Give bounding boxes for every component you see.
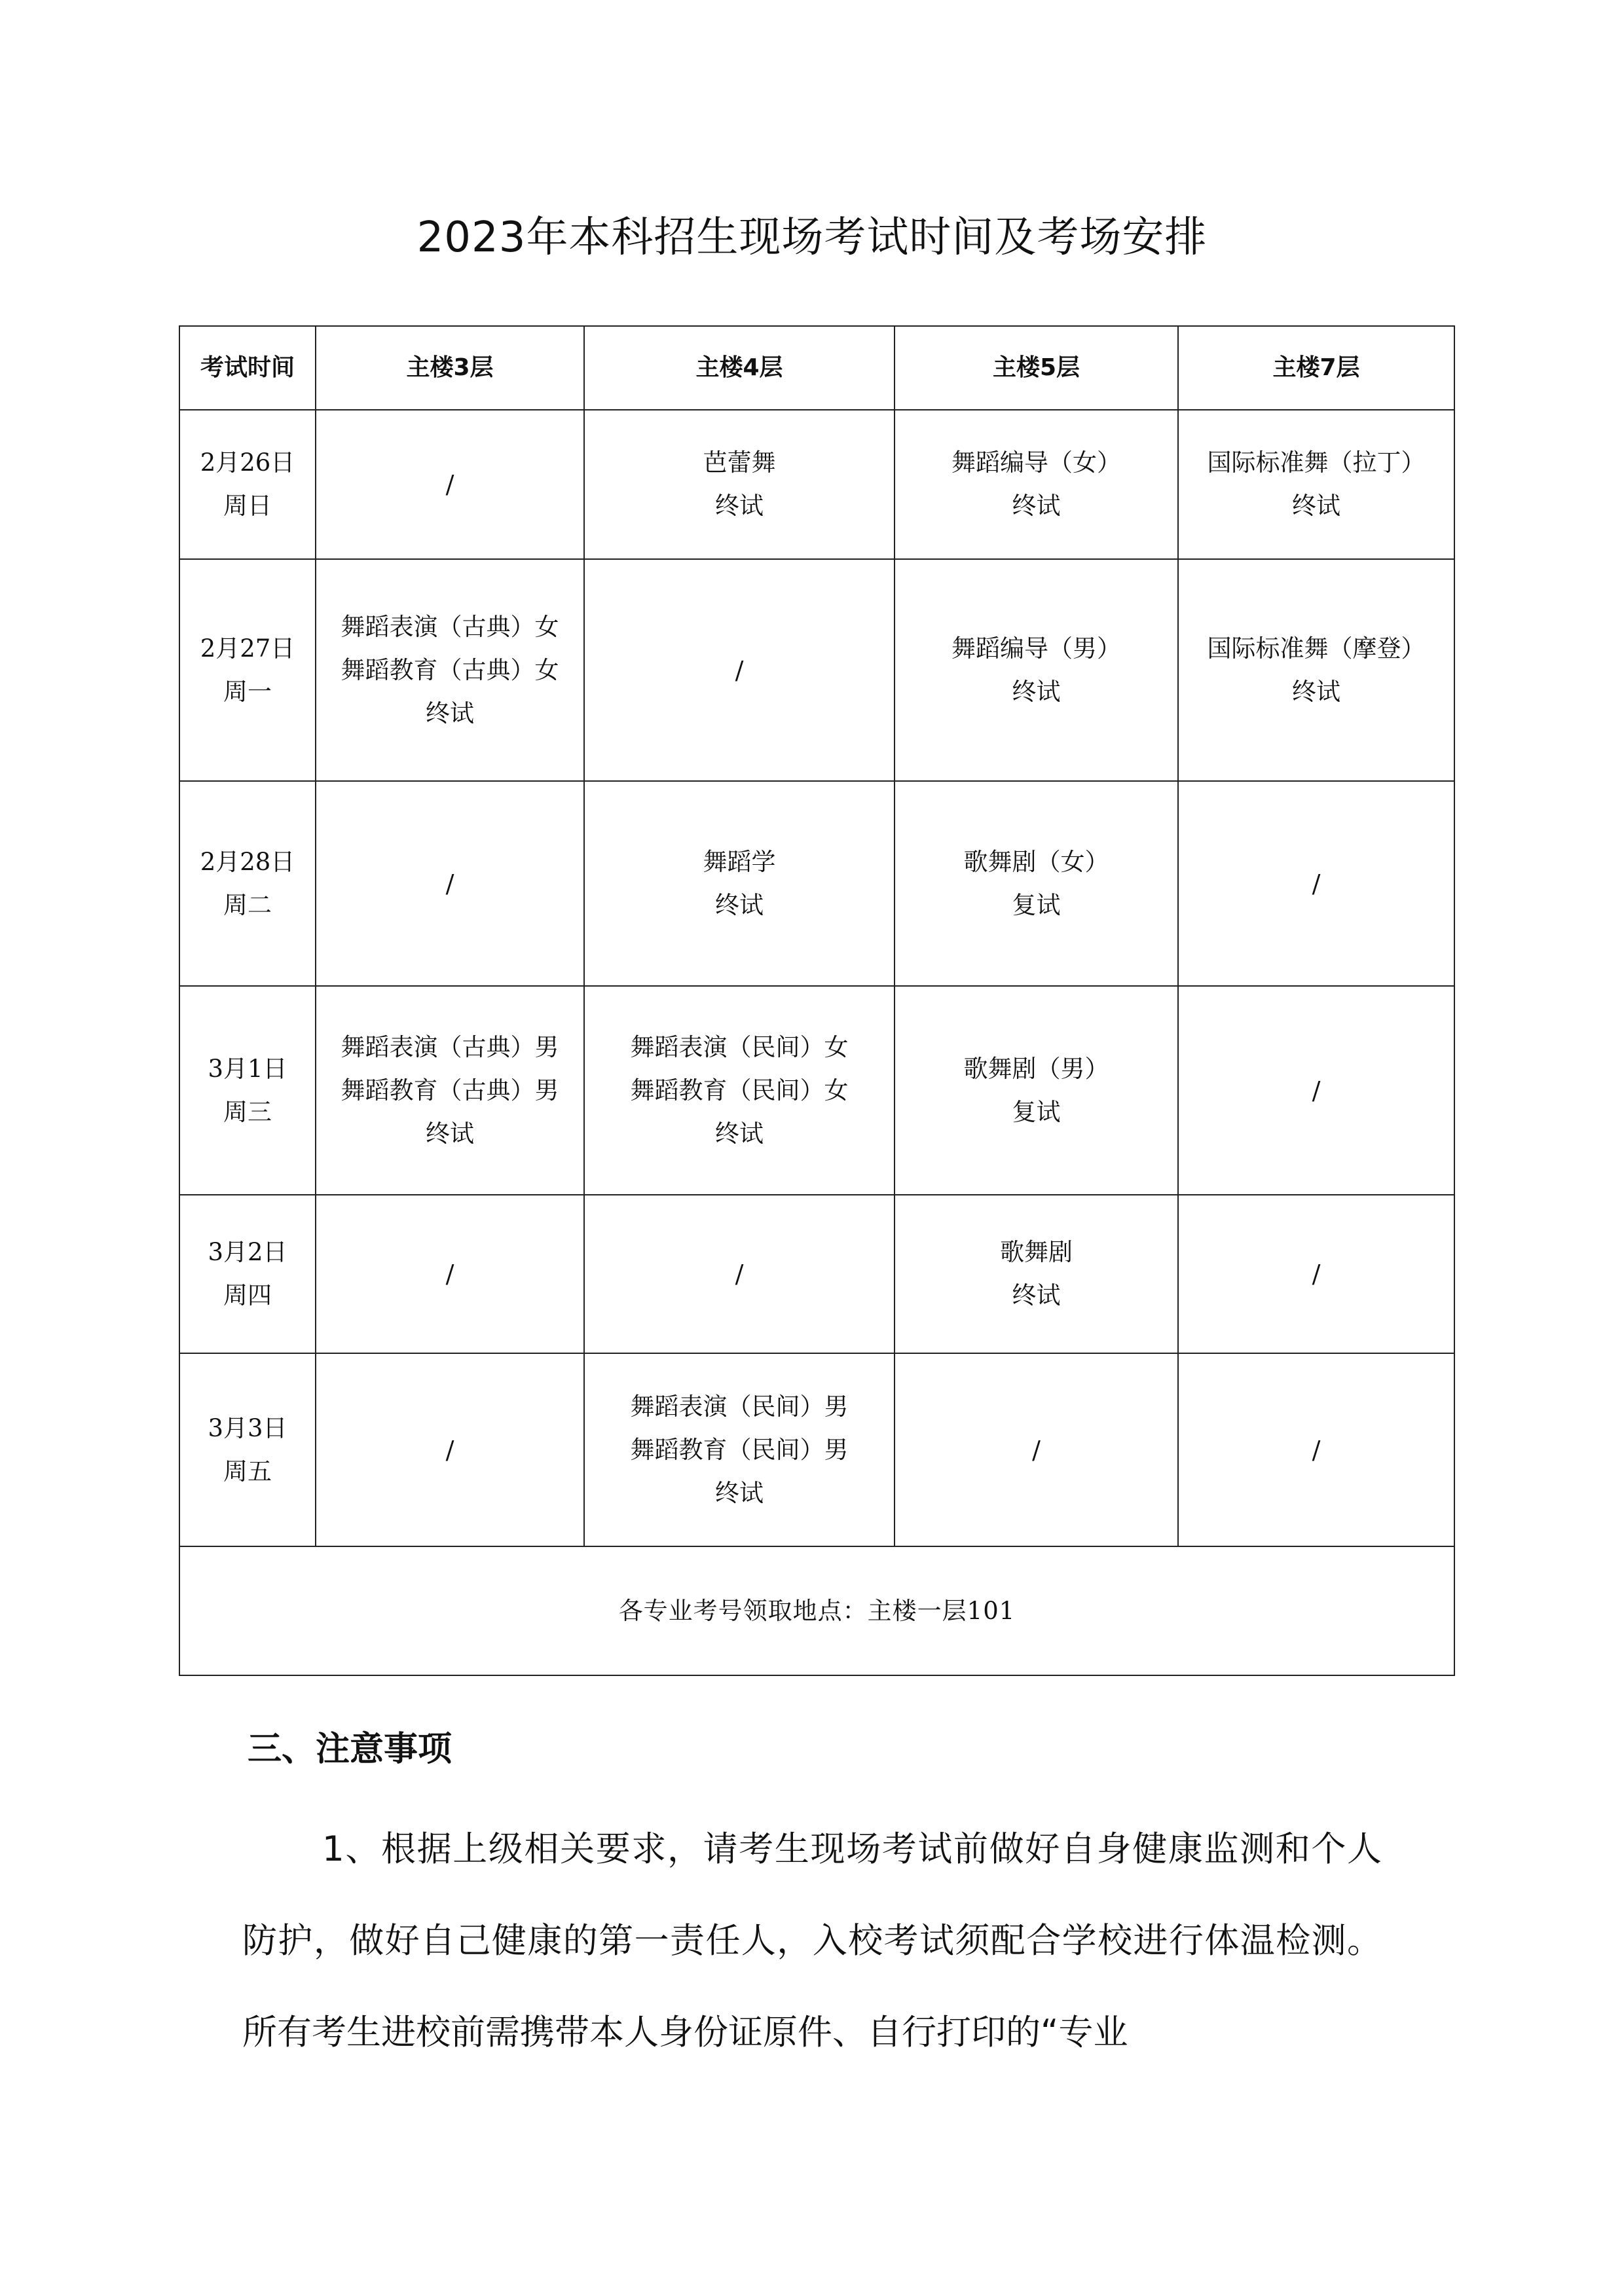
- schedule-cell-floor-4: [584, 1353, 895, 1546]
- schedule-cell-line: 终试: [426, 1119, 474, 1148]
- empty-slot-mark: /: [445, 470, 454, 499]
- schedule-cell-line: 终试: [1292, 677, 1340, 706]
- schedule-cell-floor-5: [895, 1353, 1178, 1546]
- empty-slot-mark: /: [445, 869, 454, 898]
- exam-date: 2月26日: [200, 448, 295, 477]
- header-exam-time: 考试时间: [179, 326, 316, 410]
- header-floor-5: 主楼5层: [895, 326, 1178, 410]
- schedule-cell-floor-5: [895, 1195, 1178, 1353]
- exam-date-cell: [179, 559, 316, 781]
- schedule-cell-floor-4: [584, 559, 895, 781]
- empty-slot-mark: /: [445, 1435, 454, 1465]
- exam-date: 3月2日: [208, 1238, 287, 1266]
- exam-weekday: 周四: [223, 1281, 272, 1309]
- empty-slot-mark: /: [445, 1260, 454, 1288]
- page-title: 2023年本科招生现场考试时间及考场安排: [416, 213, 1208, 262]
- header-floor-3: 主楼3层: [316, 326, 584, 410]
- exam-date: 3月1日: [208, 1054, 287, 1083]
- table-row: [179, 410, 1454, 559]
- schedule-cell-line: 终试: [715, 1119, 764, 1148]
- table-footer-row: [179, 1546, 1454, 1675]
- empty-slot-mark: /: [1032, 1435, 1041, 1465]
- schedule-cell-line: 终试: [1292, 492, 1340, 520]
- schedule-cell-line: 舞蹈编导（女）: [951, 448, 1121, 477]
- schedule-cell-line: 国际标准舞（摩登）: [1207, 634, 1426, 663]
- exam-weekday: 周日: [223, 492, 272, 520]
- schedule-cell-line: 国际标准舞（拉丁）: [1207, 448, 1426, 477]
- empty-slot-mark: /: [1312, 1076, 1321, 1105]
- exam-date: 2月28日: [200, 847, 295, 876]
- schedule-cell-floor-7: [1178, 986, 1454, 1195]
- schedule-cell-line: 终试: [1012, 492, 1061, 520]
- schedule-cell-floor-4: [584, 781, 895, 986]
- table-row: [179, 1353, 1454, 1546]
- table-row: [179, 781, 1454, 986]
- schedule-cell-floor-7: [1178, 1195, 1454, 1353]
- exam-schedule-table: [179, 325, 1455, 1676]
- schedule-cell-line: 终试: [715, 492, 764, 520]
- schedule-cell-line: 舞蹈表演（古典）男: [341, 1032, 559, 1061]
- schedule-cell-line: 歌舞剧（女）: [963, 847, 1109, 876]
- schedule-cell-floor-3: [316, 410, 584, 559]
- header-floor-7: 主楼7层: [1178, 326, 1454, 410]
- exam-date-cell: [179, 986, 316, 1195]
- schedule-cell-line: 终试: [426, 699, 474, 727]
- exam-date-cell: [179, 410, 316, 559]
- ticket-pickup-location: 各专业考号领取地点：主楼一层101: [179, 1546, 1454, 1675]
- schedule-cell-line: 歌舞剧（男）: [963, 1054, 1109, 1083]
- schedule-cell-floor-3: [316, 559, 584, 781]
- schedule-cell-floor-7: [1178, 410, 1454, 559]
- header-floor-4: 主楼4层: [584, 326, 895, 410]
- schedule-cell-line: 舞蹈教育（民间）男: [630, 1435, 849, 1464]
- exam-date-cell: [179, 781, 316, 986]
- schedule-cell-line: 复试: [1012, 1097, 1061, 1126]
- schedule-cell-line: 终试: [1012, 1281, 1061, 1309]
- schedule-cell-line: 终试: [715, 1478, 764, 1507]
- schedule-cell-line: 舞蹈表演（古典）女: [341, 612, 559, 641]
- exam-weekday: 周五: [223, 1457, 272, 1485]
- schedule-cell-floor-3: [316, 1195, 584, 1353]
- schedule-cell-line: 舞蹈表演（民间）女: [630, 1032, 849, 1061]
- table-row: [179, 559, 1454, 781]
- exam-date-cell: [179, 1195, 316, 1353]
- schedule-cell-line: 终试: [1012, 677, 1061, 706]
- schedule-cell-line: 舞蹈教育（民间）女: [630, 1076, 849, 1104]
- table-row: [179, 986, 1454, 1195]
- exam-date: 3月3日: [208, 1413, 287, 1442]
- schedule-cell-line: 复试: [1012, 890, 1061, 919]
- empty-slot-mark: /: [1312, 1435, 1321, 1465]
- schedule-cell-floor-4: [584, 986, 895, 1195]
- table-header-row: [179, 326, 1454, 410]
- schedule-cell-line: 芭蕾舞: [703, 448, 776, 477]
- schedule-cell-floor-7: [1178, 781, 1454, 986]
- exam-weekday: 周二: [223, 890, 272, 919]
- empty-slot-mark: /: [1312, 869, 1321, 898]
- notes-heading: 三、注意事项: [248, 1730, 452, 1769]
- empty-slot-mark: /: [735, 655, 744, 685]
- schedule-cell-floor-5: [895, 781, 1178, 986]
- exam-weekday: 周一: [223, 677, 272, 706]
- schedule-cell-line: 歌舞剧: [1000, 1238, 1073, 1266]
- notes-paragraph: 1、根据上级相关要求，请考生现场考试前做好自身健康监测和个人防护，做好自己健康的第一责任人，入校考试须配合学校进行体温检测。所有考生进校前需携带本人身份证原件、自行打印的“专业: [242, 1829, 1382, 2052]
- schedule-cell-floor-3: [316, 986, 584, 1195]
- schedule-cell-floor-5: [895, 559, 1178, 781]
- schedule-cell-line: 舞蹈教育（古典）女: [341, 655, 559, 684]
- schedule-cell-line: 舞蹈表演（民间）男: [630, 1392, 849, 1421]
- schedule-cell-line: 舞蹈编导（男）: [951, 634, 1121, 663]
- empty-slot-mark: /: [1312, 1260, 1321, 1288]
- schedule-cell-floor-5: [895, 986, 1178, 1195]
- schedule-cell-floor-4: [584, 410, 895, 559]
- schedule-cell-line: 舞蹈教育（古典）男: [341, 1076, 559, 1104]
- schedule-cell-floor-3: [316, 1353, 584, 1546]
- schedule-cell-floor-5: [895, 410, 1178, 559]
- empty-slot-mark: /: [735, 1260, 744, 1288]
- schedule-cell-line: 舞蹈学: [703, 847, 776, 876]
- exam-date: 2月27日: [200, 634, 295, 663]
- schedule-cell-floor-3: [316, 781, 584, 986]
- schedule-cell-floor-4: [584, 1195, 895, 1353]
- table-row: [179, 1195, 1454, 1353]
- exam-date-cell: [179, 1353, 316, 1546]
- schedule-cell-line: 终试: [715, 890, 764, 919]
- schedule-cell-floor-7: [1178, 1353, 1454, 1546]
- schedule-cell-floor-7: [1178, 559, 1454, 781]
- exam-weekday: 周三: [223, 1097, 272, 1126]
